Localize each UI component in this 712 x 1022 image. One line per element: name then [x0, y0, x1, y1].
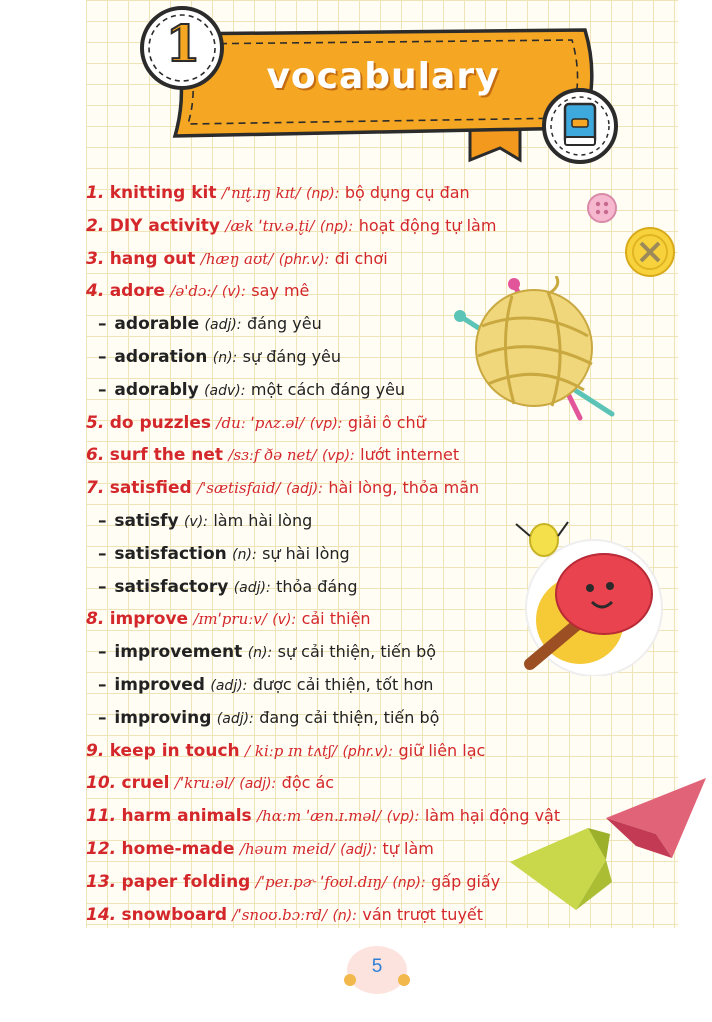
book-icon — [562, 101, 598, 149]
vocab-word: do puzzles — [109, 412, 212, 433]
vocab-part-of-speech: (adj): — [204, 317, 242, 334]
sub-dash: – — [98, 543, 113, 564]
sub-dash: – — [98, 674, 113, 695]
entry-number: 14. — [86, 904, 117, 925]
vocab-ipa: /duː ˈpʌz.əl/ — [216, 413, 305, 432]
vocab-meaning: làm hài lòng — [213, 510, 313, 530]
vocab-word: improve — [109, 609, 189, 630]
vocab-part-of-speech: (np): — [306, 186, 340, 202]
vocab-word: surf the net — [109, 445, 224, 466]
vocab-meaning: đang cải thiện, tiến bộ — [259, 707, 440, 727]
entry-number: 12. — [86, 838, 117, 859]
vocab-meaning: ván trượt tuyết — [362, 904, 484, 924]
vocab-part-of-speech: (np): — [319, 218, 354, 235]
vocab-word: satisfaction — [114, 543, 227, 564]
vocab-part-of-speech: (n): — [212, 349, 238, 366]
vocab-subentry — [86, 702, 686, 735]
vocab-meaning: đáng yêu — [246, 314, 322, 334]
vocab-ipa: /hæŋ aʊt/ — [200, 249, 274, 268]
vocab-entry — [86, 439, 686, 472]
entry-number: 10. — [86, 773, 117, 794]
vocab-ipa: /'sætisfaid/ — [197, 479, 281, 498]
sub-dash: – — [98, 707, 113, 728]
entry-number: 6. — [86, 445, 105, 466]
vocab-meaning: được cải thiện, tốt hơn — [252, 674, 434, 694]
vocab-ipa: /ˈpeɪ.pɚ ˈfoʊl.dɪŋ/ — [255, 872, 387, 891]
vocab-part-of-speech: (adv): — [204, 382, 246, 399]
vocab-part-of-speech: (n): — [247, 645, 273, 662]
vocab-meaning: sự cải thiện, tiến bộ — [277, 642, 437, 662]
yarn-ball-icon — [452, 276, 622, 426]
vocab-meaning: giữ liên lạc — [398, 740, 486, 760]
vocab-meaning: cải thiện — [301, 609, 371, 629]
vocab-ipa: /ˈsnoʊ.bɔːrd/ — [232, 905, 328, 924]
vocab-word: cruel — [121, 773, 170, 794]
entry-number: 8. — [86, 609, 105, 630]
vocab-part-of-speech: (n): — [232, 546, 257, 563]
vocab-meaning: hoạt động tự làm — [358, 215, 497, 235]
vocab-entry — [86, 243, 686, 276]
entry-number: 11. — [86, 806, 117, 827]
vocab-word: satisfactory — [114, 576, 229, 597]
yellow-button-icon — [624, 226, 676, 278]
vocab-ipa: /sɜːf ðə net/ — [228, 446, 317, 465]
chapter-number: 1 — [165, 14, 201, 73]
entry-number: 13. — [86, 871, 117, 892]
vocab-ipa: /ˈnɪt̬.ɪŋ kɪt/ — [221, 184, 301, 202]
vocab-meaning: một cách đáng yêu — [250, 379, 406, 399]
sub-dash: – — [98, 576, 113, 597]
vocab-part-of-speech: (vp): — [321, 448, 355, 465]
page-title: vocabulary — [266, 56, 500, 97]
entry-number: 5. — [86, 412, 105, 433]
entry-number: 4. — [86, 281, 105, 302]
vocab-ipa: /həum meid/ — [239, 839, 335, 858]
vocab-meaning: tự làm — [382, 838, 434, 858]
vocab-word: snowboard — [121, 904, 228, 925]
vocab-word: keep in touch — [109, 740, 240, 761]
vocab-meaning: sự hài lòng — [262, 543, 350, 563]
vocab-word: adorably — [114, 379, 199, 400]
vocabulary-banner — [0, 0, 712, 170]
entry-number: 2. — [86, 215, 105, 236]
vocab-word: improving — [114, 707, 212, 728]
vocab-ipa: /hɑːm ˈæn.ɪ.məl/ — [257, 807, 382, 826]
vocab-ipa: / kiːp ɪn tʌtʃ/ — [245, 741, 338, 760]
entry-number: 1. — [86, 183, 105, 203]
sub-dash: – — [98, 379, 113, 400]
entry-number: 3. — [86, 248, 105, 269]
vocab-meaning: thỏa đáng — [276, 576, 358, 596]
vocab-meaning: hài lòng, thỏa mãn — [328, 478, 480, 498]
vocab-ipa: /ˈkruːəl/ — [174, 774, 234, 793]
vocab-word: satisfied — [109, 478, 192, 499]
vocab-word: knitting kit — [109, 183, 217, 203]
entry-number: 9. — [86, 740, 105, 761]
vocab-meaning: sự đáng yêu — [242, 346, 342, 366]
vocab-ipa: /ə'dɔ:/ — [170, 282, 217, 301]
vocab-part-of-speech: (phr.v): — [342, 743, 394, 760]
vocab-word: improvement — [114, 642, 243, 663]
vocab-part-of-speech: (adj): — [210, 677, 248, 694]
vocab-word: adore — [109, 281, 165, 302]
vocab-entry — [86, 472, 686, 505]
vocab-part-of-speech: (adj): — [239, 776, 277, 793]
vocab-word: DIY activity — [109, 215, 220, 236]
vocab-word: improved — [114, 674, 205, 695]
vocab-meaning: bộ dụng cụ đan — [344, 183, 470, 202]
page-number: 5 — [371, 956, 383, 977]
vocab-part-of-speech: (n): — [332, 907, 357, 924]
sub-dash: – — [98, 346, 113, 367]
vocab-part-of-speech: (adj): — [285, 481, 323, 498]
vocab-meaning: độc ác — [281, 773, 335, 793]
vocab-part-of-speech: (v): — [221, 284, 246, 301]
vocab-ipa: /ɪmˈpruːv/ — [193, 610, 267, 629]
vocab-meaning: say mê — [251, 281, 310, 301]
vocab-part-of-speech: (adj): — [216, 710, 254, 727]
vocab-word: hang out — [109, 248, 196, 269]
vocab-part-of-speech: (v): — [183, 513, 208, 530]
origami-bird-icon — [506, 774, 710, 914]
vocab-word: paper folding — [121, 871, 251, 892]
vocab-part-of-speech: (phr.v): — [278, 251, 330, 268]
sub-dash: – — [98, 642, 113, 663]
sub-dash: – — [98, 510, 113, 531]
sub-dash: – — [98, 314, 113, 335]
vocab-word: satisfy — [114, 510, 179, 531]
vocab-meaning: gấp giấy — [431, 871, 501, 891]
pink-button-icon — [586, 192, 618, 224]
vocab-part-of-speech: (vp): — [386, 809, 420, 826]
vocab-word: adoration — [114, 346, 208, 367]
vocab-word: harm animals — [121, 806, 252, 827]
vocab-meaning: làm hại động vật — [424, 806, 561, 826]
vocab-meaning: lướt internet — [360, 445, 460, 465]
vocab-ipa: /æk ˈtɪv.ə.t̬i/ — [225, 216, 315, 235]
vocab-part-of-speech: (adj): — [340, 841, 378, 858]
entry-number: 7. — [86, 478, 105, 499]
vocab-word: adorable — [114, 314, 200, 335]
vocab-part-of-speech: (adj): — [233, 579, 271, 596]
ping-pong-icon — [506, 516, 676, 676]
vocab-part-of-speech: (np): — [392, 874, 426, 891]
vocab-part-of-speech: (v): — [272, 612, 297, 629]
vocab-meaning: giải ô chữ — [347, 412, 426, 432]
vocab-meaning: đi chơi — [334, 248, 388, 268]
vocab-part-of-speech: (vp): — [309, 415, 343, 432]
vocab-entry — [86, 735, 686, 768]
vocab-word: home-made — [121, 838, 235, 859]
